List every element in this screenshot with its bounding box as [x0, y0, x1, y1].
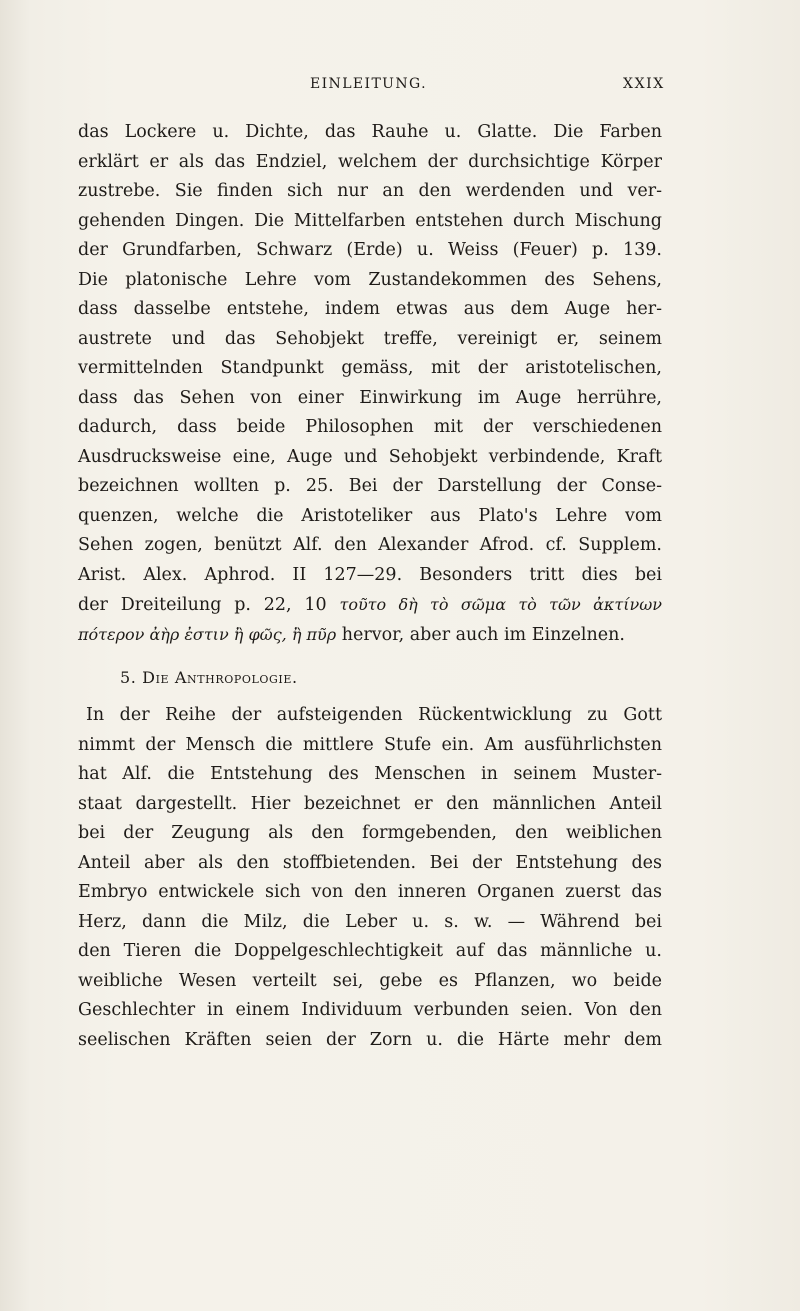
text-line: Geschlechter in einem Individuum verbunden seien. Von den — [78, 1000, 662, 1020]
paragraph-colour-and-vision — [78, 118, 662, 649]
text-line: nimmt der Mensch die mittlere Stufe ein. Am ausführlichsten — [78, 734, 662, 755]
text-line: bei der Zeugung als den formgebenden, den weiblichen — [78, 823, 662, 843]
text-line: Arist. Alex. Aphrod. II 127—29. Besonders tritt dies bei — [78, 564, 662, 585]
text-line: quenzen, welche die Aristoteliker aus Plato's Lehre vom — [78, 505, 662, 526]
text-line: seelischen Kräften seien der Zorn u. die Härte mehr dem — [78, 1029, 662, 1050]
text-line: austrete und das Sehobjekt treffe, vereinigt er, seinem — [78, 328, 662, 349]
page-header — [0, 76, 800, 100]
text-line: In der Reihe der aufsteigenden Rückentwicklung zu Gott — [86, 705, 662, 725]
text-line: weibliche Wesen verteilt sei, gebe es Pflanzen, wo beide — [78, 970, 662, 991]
section-heading: 5. Die Anthropologie. — [120, 668, 298, 687]
text-line: das Lockere u. Dichte, das Rauhe u. Glatte. Die Farben — [78, 122, 662, 142]
text-line-with-greek — [78, 590, 662, 620]
text-line: Die platonische Lehre vom Zustandekommen des Sehens, — [78, 269, 662, 290]
text-line: dass dasselbe entstehe, indem etwas aus dem Auge her- — [78, 299, 662, 319]
text-line: Anteil aber als den stoffbietenden. Bei der Entstehung des — [78, 852, 662, 873]
text-line: Sehen zogen, benützt Alf. den Alexander Afrod. cf. Supplem. — [78, 535, 662, 555]
running-head: EINLEITUNG. — [310, 76, 427, 92]
text-line: dass das Sehen von einer Einwirkung im Auge herrühre, — [78, 387, 662, 408]
text-line: gehenden Dingen. Die Mittelfarben entstehen durch Mischung — [78, 210, 662, 231]
text-line: bezeichnen wollten p. 25. Bei der Darstellung der Conse- — [78, 476, 662, 496]
text-line: Ausdrucksweise eine, Auge und Sehobjekt verbindende, Kraft — [78, 446, 662, 467]
page-number: XXIX — [623, 76, 665, 92]
text-line: Embryo entwickele sich von den inneren Organen zuerst das — [78, 882, 662, 902]
text-fragment: der Dreiteilung p. 22, 10 — [78, 595, 327, 615]
text-line: dadurch, dass beide Philosophen mit der verschiedenen — [78, 417, 662, 437]
text-line: der Grundfarben, Schwarz (Erde) u. Weiss (Feuer) p. 139. — [78, 240, 662, 260]
text-line: zustrebe. Sie finden sich nur an den werdenden und ver- — [78, 181, 662, 201]
text-line: staat dargestellt. Hier bezeichnet er den männlichen Anteil — [78, 793, 662, 814]
text-fragment: hervor, aber auch im Einzelnen. — [341, 624, 625, 645]
paragraph-anthropology — [78, 701, 662, 1055]
body-text — [78, 118, 662, 1055]
text-line: vermittelnden Standpunkt gemäss, mit der aristotelischen, — [78, 358, 662, 378]
greek-quotation: πότερον ἀὴρ ἐστιν ἢ φῶς, ἢ πῦρ — [78, 624, 337, 644]
text-line: Herz, dann die Milz, die Leber u. s. w. — Während bei — [78, 911, 662, 932]
text-line: hat Alf. die Entstehung des Menschen in seinem Muster- — [78, 764, 662, 784]
text-line-with-greek — [78, 620, 662, 650]
text-line: erklärt er als das Endziel, welchem der durchsichtige Körper — [78, 151, 662, 172]
text-line: den Tieren die Doppelgeschlechtigkeit auf das männliche u. — [78, 941, 662, 961]
greek-quotation: τοῦτο δὴ τὸ σῶμα τὸ τῶν ἀκτίνων — [339, 595, 662, 614]
